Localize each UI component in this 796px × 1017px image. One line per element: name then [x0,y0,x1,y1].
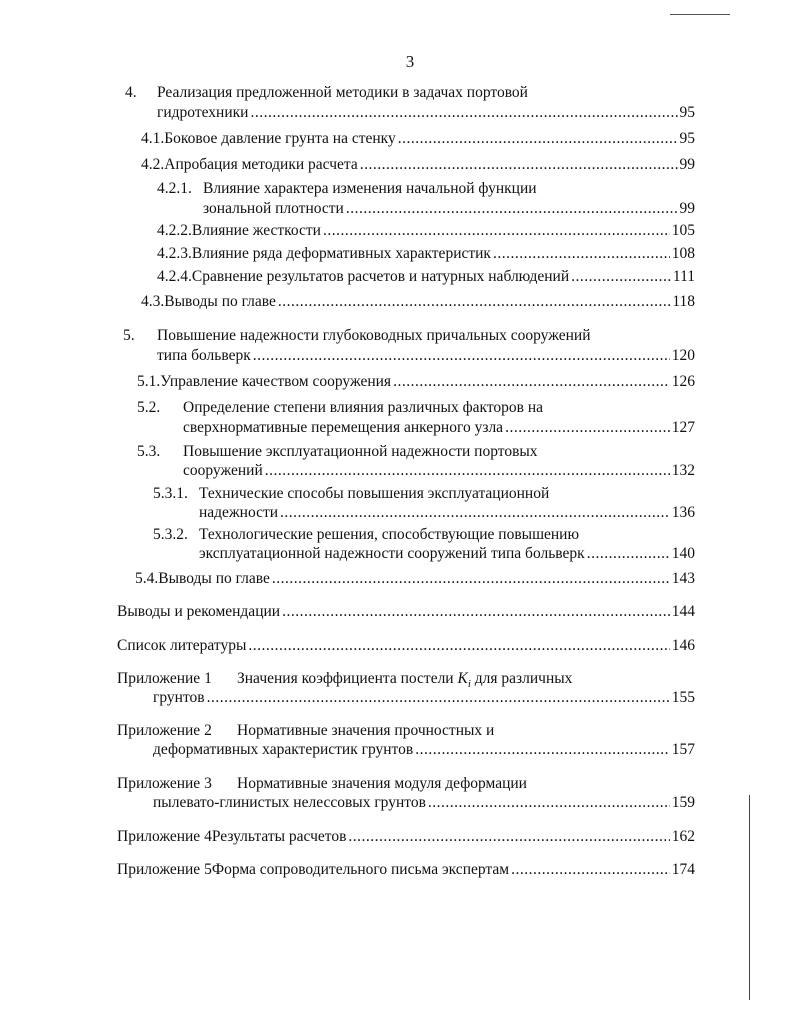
toc-title: Форма сопроводительного письма экспертам [211,861,510,878]
toc-number: 5.2. [137,399,161,416]
toc-leader [207,688,670,708]
toc-entry-appendix-5 [117,860,695,880]
toc-number: Приложение 1 [117,670,212,687]
toc-entry-4-2-2 [157,221,695,241]
toc-number: 4.2.1. [157,180,192,197]
toc-number: 5.3.1. [153,485,188,502]
toc-page: 162 [671,828,695,845]
toc-number: 4. [125,84,137,101]
toc-page: 140 [671,545,695,562]
toc-leader [571,267,671,287]
toc-title: Сравнение результатов расчетов и натурных наблюдений [191,268,570,285]
toc-title: Технические способы повышения эксплуатационной [199,485,550,502]
toc-title: Выводы по главе [164,293,276,310]
toc-leader [346,199,678,219]
toc-page: 95 [679,130,695,147]
toc-title: Влияние ряда деформативных характеристик [191,245,491,262]
toc-leader [248,636,669,656]
toc-leader [493,244,670,264]
toc-number: Приложение 5 [117,861,212,878]
toc-title: Выводы по главе [158,570,270,587]
toc-title: Реализация предложенной методики в задачах портовой [157,84,528,101]
toc-number: 5.4. [135,570,159,587]
toc-title: Влияние жесткости [191,222,321,239]
toc-page: 118 [672,293,695,310]
toc-entry-5-2 [137,398,543,418]
toc-title: Технологические решения, способствующие повышению [199,526,580,543]
toc-number: 4.1. [141,130,165,147]
toc-title: Управление качеством сооружения [160,373,392,390]
toc-number: Приложение 2 [117,722,212,739]
toc-entry-5-3-2 [153,525,579,545]
toc-title: Определение степени влияния различных факторов на [183,399,544,416]
toc-title: Список литературы [117,637,247,654]
toc-entry-4-3 [141,292,695,312]
toc-page: 143 [671,570,695,587]
toc-page: 120 [671,347,695,364]
toc-leader [278,292,670,312]
toc-entry-4-2 [141,155,695,175]
toc-title: грунтов [153,689,205,706]
toc-leader [265,461,670,481]
toc-number: 4.2.3. [157,245,192,262]
toc-leader [250,103,677,123]
toc-entry-5-3-2-cont [199,544,695,564]
toc-entry-5 [123,326,591,346]
toc-title: Нормативные значения прочностных и [237,722,495,739]
toc-entry-5-3 [137,442,538,462]
toc-entry-5-cont [157,346,695,366]
toc-entry-appendix-2-cont [153,740,695,760]
toc-number: 5.1. [137,373,161,390]
toc-title: Нормативные значения модуля деформации [237,775,527,792]
toc-entry-conclusions [117,602,695,622]
toc-page: 146 [671,637,695,654]
toc-entry-5-3-cont [183,461,695,481]
toc-entry-4-2-1-cont [203,199,695,219]
scan-artifact-top [670,14,730,15]
toc-page: 99 [679,156,695,173]
toc-entry-5-3-1 [153,484,549,504]
toc-leader [272,569,670,589]
toc-entry-4-2-3 [157,244,695,264]
toc-number: Приложение 4 [117,828,212,845]
toc-page: 132 [671,462,695,479]
toc-title: Повышение эксплуатационной надежности портовых [183,443,538,460]
toc-title: эксплуатационной надежности сооружений типа больверк [199,545,585,562]
toc-title: Апробация методики расчета [164,156,358,173]
toc-leader [282,602,670,622]
toc-entry-5-4 [135,569,695,589]
toc-page: 127 [671,419,695,436]
toc-entry-4-1 [141,129,695,149]
toc-page: 155 [671,689,695,706]
toc-leader [511,860,670,880]
toc-number: 4.2.2. [157,222,192,239]
toc-page: 157 [671,741,695,758]
toc-title: Выводы и рекомендации [117,603,281,620]
toc-title: сверхнормативные перемещения анкерного узла [183,419,504,436]
toc-number: 4.2.4. [157,268,192,285]
toc-leader [360,155,678,175]
toc-leader [428,793,670,813]
toc-title: зональной плотности [203,200,344,217]
toc-title: надежности [199,504,279,521]
toc-leader [393,372,670,392]
toc-number: 4.2. [141,156,165,173]
toc-entry-5-2-cont [183,418,695,438]
toc-title: Значения коэффициента постели $K_i$ для различных [237,670,573,691]
toc-number: 5. [123,327,135,344]
toc-page: 111 [672,268,695,285]
toc-number: Приложение 3 [117,775,212,792]
toc-leader [280,503,670,523]
toc-entry-4 [125,83,528,103]
toc-number: 5.3.2. [153,526,188,543]
toc-entry-5-3-1-cont [199,503,695,523]
toc-entry-4-2-1 [157,179,537,199]
scan-artifact-right [749,795,750,1000]
toc-title: Результаты расчетов [211,828,347,845]
toc-page: 144 [671,603,695,620]
toc-entry-4-2-4 [157,267,695,287]
toc-page: 136 [671,504,695,521]
toc-title: сооружений [183,462,263,479]
toc-leader [398,129,678,149]
toc-leader [348,827,669,847]
toc-title: Повышение надежности глубоководных причальных сооружений [157,327,591,344]
toc-entry-references [117,636,695,656]
toc-entry-appendix-3-cont [153,793,695,813]
toc-page: 159 [671,794,695,811]
toc-page: 95 [679,104,695,121]
toc-page: 108 [671,245,695,262]
toc-leader [253,346,670,366]
toc-leader [415,740,670,760]
toc-title: Боковое давление грунта на стенку [164,130,396,147]
toc-title: типа больверк [157,347,251,364]
toc-title: пылевато-глинистых нелессовых грунтов [153,794,426,811]
toc-entry-5-1 [137,372,695,392]
toc-title: Влияние характера изменения начальной функции [203,180,537,197]
toc-page: 174 [671,861,695,878]
toc-page: 105 [671,222,695,239]
page-number: 3 [405,52,415,71]
toc-entry-4-cont [157,103,695,123]
toc-number: 4.3. [141,293,165,310]
toc-title: деформативных характеристик грунтов [153,741,414,758]
toc-entry-appendix-1-cont [153,688,695,708]
toc-entry-appendix-2 [117,721,494,741]
toc-leader [587,544,670,564]
toc-page: 126 [671,373,695,390]
toc-entry-appendix-3 [117,774,527,794]
toc-page: 99 [679,200,695,217]
toc-leader [505,418,670,438]
toc-number: 5.3. [137,443,161,460]
toc-title: гидротехники [157,104,249,121]
toc-entry-appendix-4 [117,827,695,847]
toc-leader [323,221,670,241]
